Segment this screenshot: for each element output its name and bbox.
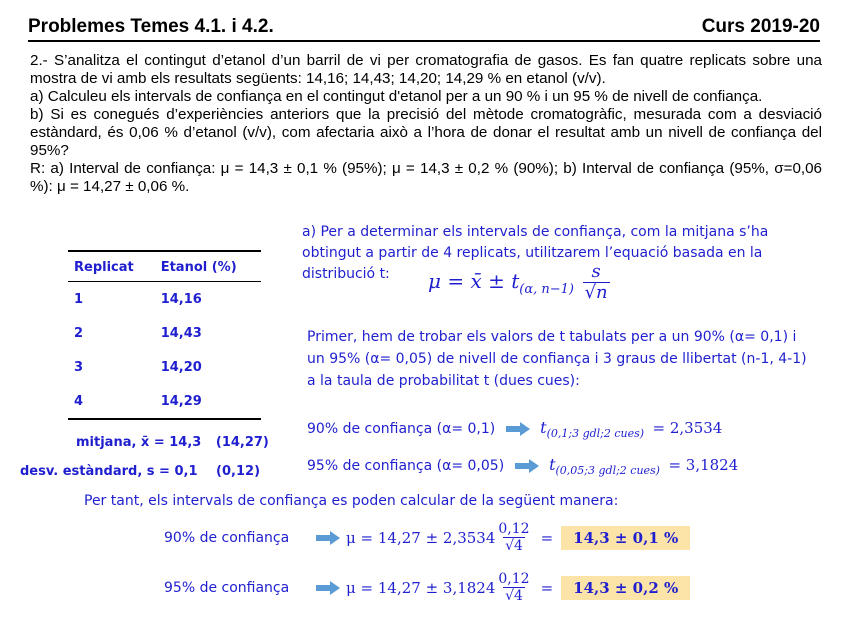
t90-value: = 2,3534 <box>652 419 723 437</box>
table-row <box>68 282 261 317</box>
table-row <box>68 384 261 419</box>
ci95-num: 0,12 <box>498 571 530 587</box>
ci90-label: 90% de confiança <box>164 529 290 546</box>
arrow-right-icon <box>316 581 340 595</box>
cell: 1 <box>74 291 84 307</box>
t90-sub: (0,1;3 gdl;2 cues) <box>546 426 645 440</box>
cell: 4 <box>68 384 155 419</box>
t95-row: 95% de confiança (α= 0,05) $t_{(0,05;3 gdl;2 cues)} = 3,1824$ <box>307 455 739 477</box>
formula-den: √n <box>584 282 608 303</box>
t95-value: = 3,1824 <box>668 456 739 474</box>
solution-step2: Per tant, els intervals de confiança es poden calcular de la següent manera: <box>84 493 619 509</box>
formula-sub: (α, n−1) <box>519 281 574 297</box>
formula-num: s <box>591 261 601 282</box>
sd-label: desv. estàndard, s = 0,1 <box>20 464 198 479</box>
t95-label: 95% de confiança (α= 0,05) <box>307 458 505 474</box>
table-row <box>68 350 261 384</box>
cell: 3 <box>74 359 84 375</box>
replicates-table <box>68 250 261 420</box>
ci90-row: 90% de confiança μ = 14,27 ± 2,3534 $\frac{0,12}{√4}$ = 14,3 ± 0,1 % <box>164 521 690 554</box>
solution-intro: a) Per a determinar els intervals de confiança, com la mitjana s’ha obtingut a partir de 4 replicats, utilitzarem l’equació basada en la distribució t: <box>302 224 769 282</box>
cell: 14,29 <box>155 384 261 419</box>
ci90-den: √4 <box>505 538 523 554</box>
cell: 14,16 <box>160 291 202 307</box>
ci95-expr: μ = 14,27 ± 3,1824 <box>346 578 496 597</box>
t90-label: 90% de confiança (α= 0,1) <box>307 421 496 437</box>
problem-part-a: a) Calculeu els intervals de confiança en el contingut d'etanol per a un 90 % i un 95 % de nivell de confiança. <box>30 88 763 105</box>
t95-sub: (0,05;3 gdl;2 cues) <box>555 463 660 477</box>
ci90-num: 0,12 <box>498 521 530 537</box>
problem-answer: R: a) Interval de confiança: μ = 14,3 ± 0,1 % (95%); μ = 14,3 ± 0,2 % (90%); b) Interval de confiança (95%, σ=0,06 %): μ = 14,27 ± 0,06 %. <box>30 160 822 195</box>
page-title: Problemes Temes 4.1. i 4.2. <box>28 16 274 37</box>
mean-extra: (14,27) <box>215 435 269 450</box>
ci95-result: 14,3 ± 0,2 % <box>561 576 690 600</box>
formula-fraction <box>583 262 610 303</box>
mean-label: mitjana, x̄ = 14,3 <box>76 435 202 450</box>
ci95-den: √4 <box>505 588 523 604</box>
ci95-row: 95% de confiança μ = 14,27 ± 3,1824 $\frac{0,12}{√4}$ = 14,3 ± 0,2 % <box>164 571 690 604</box>
solution-step1: Primer, hem de trobar els valors de t tabulats per a un 90% (α= 0,1) i un 95% (α= 0,05) de nivell de confiança i 3 graus de llibertat (n-1, 4-1) a la taula de probabilitat t (dues cues): <box>307 329 807 389</box>
cell: 2 <box>74 325 84 341</box>
arrow-right-icon <box>316 531 340 545</box>
col-header-etanol: Etanol (%) <box>155 251 261 282</box>
ci90-fraction <box>498 521 529 554</box>
formula-lhs: μ = x̄ ± t <box>428 268 520 293</box>
ci95-label: 95% de confiança <box>164 579 290 596</box>
ci95-fraction <box>498 571 529 604</box>
page-header <box>28 14 820 42</box>
arrow-right-icon <box>515 459 539 473</box>
sd-row <box>20 464 260 479</box>
ci90-expr: μ = 14,27 ± 2,3534 <box>346 528 496 547</box>
problem-statement <box>30 52 822 196</box>
t-formula <box>428 262 613 303</box>
cell: 14,20 <box>160 359 202 375</box>
mean-row <box>76 435 269 450</box>
t90-row: 90% de confiança (α= 0,1) $t_{(0,1;3 gdl;2 cues)} = 2,3534$ <box>307 418 723 440</box>
course-label: Curs 2019-20 <box>701 16 820 37</box>
sd-extra: (0,12) <box>216 464 261 479</box>
cell: 14,43 <box>160 325 202 341</box>
col-header-replicat: Replicat <box>68 251 155 282</box>
ci90-result: 14,3 ± 0,1 % <box>561 526 690 550</box>
table-row <box>68 316 261 350</box>
problem-part-b: b) Si es conegués d’experiències anteriors que la precisió del mètode cromatogràfic, mesurada com a desviació estàndard, és 0,06 % d’etanol (v/v), com afectaria això a l’hora de donar el resultat amb un nivell de confiança del 95%? <box>30 106 822 159</box>
arrow-right-icon <box>506 422 530 436</box>
problem-intro: 2.- S’analitza el contingut d’etanol d’un barril de vi per cromatografia de gasos. Es fan quatre replicats sobre una mostra de vi amb els resultats següents: 14,16; 14,43; 14,20; 14,29 % en etanol (v/v). <box>30 52 822 87</box>
